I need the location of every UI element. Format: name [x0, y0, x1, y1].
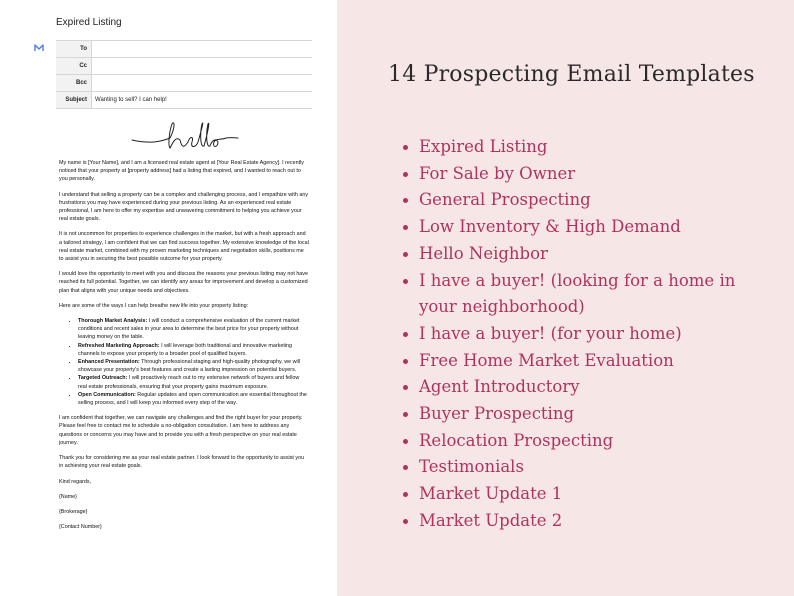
- template-item: Low Inventory & High Demand: [403, 214, 735, 241]
- template-item: Free Home Market Evaluation: [403, 348, 735, 375]
- template-item: For Sale by Owner: [403, 161, 735, 188]
- benefits-list: [59, 317, 309, 407]
- template-item: Market Update 2: [403, 508, 735, 535]
- body-paragraph: Thank you for considering me as your real estate partner. I look forward to the opportunity to assist you in achieving your real estate goals.: [59, 455, 305, 470]
- template-item: I have a buyer! (for your home): [403, 321, 735, 348]
- template-item: Market Update 1: [403, 481, 735, 508]
- template-item-line: your neighborhood): [419, 297, 585, 317]
- mail-app-icon: [34, 43, 44, 53]
- benefit-title: Refreshed Marketing Approach:: [78, 342, 160, 349]
- email-header-fields: [56, 40, 312, 109]
- body-paragraph: My name is [Your Name], and I am a licensed real estate agent at [Your Real Estate Agency]. I recently noticed that your property at [property address] had a listing that expired, and I wanted to reach out to you personally.: [59, 160, 305, 183]
- benefit-item: [78, 391, 309, 407]
- cc-field[interactable]: [56, 58, 312, 75]
- template-item: Agent Introductory: [403, 374, 735, 401]
- template-item: Buyer Prospecting: [403, 401, 735, 428]
- benefit-item: [78, 342, 309, 358]
- template-item: Expired Listing: [403, 134, 735, 161]
- benefit-item: [78, 374, 309, 390]
- promo-panel: [337, 0, 794, 596]
- signoff: Kind regards,: [59, 478, 92, 485]
- body-paragraph: I understand that selling a property can be a complex and challenging process, and I empathize with any frustrations you may have experienced during your previous listing. As an experienced real estate professional, I am here to offer my expertise and unwavering commitment to helping you achieve your real estate goals.: [59, 191, 309, 223]
- subject-field[interactable]: [56, 92, 312, 109]
- template-list: [403, 134, 735, 535]
- signature-name: {Name}: [59, 493, 77, 500]
- benefit-item: [78, 358, 309, 374]
- email-title: Expired Listing: [56, 17, 122, 28]
- benefit-item: [78, 317, 309, 342]
- hello-script-graphic: [130, 118, 240, 158]
- subject-label: Subject: [56, 92, 92, 108]
- benefit-title: Targeted Outreach:: [78, 375, 128, 382]
- subject-input[interactable]: Wanting to sell? I can help!: [95, 97, 167, 103]
- bcc-label: Bcc: [56, 75, 92, 91]
- signature-contact: {Contact Number}: [59, 524, 102, 531]
- body-paragraph: I would love the opportunity to meet with you and discuss the reasons your previous listing may not have reached its full potential. Together, we can identify any areas for improvement and develop a customized plan that aligns with your unique needs and objectives.: [59, 271, 309, 294]
- benefit-text: I will proactively reach out to my extensive network of buyers and fellow real estate professionals, ensuring that your property gains maximum exposure.: [78, 375, 300, 390]
- cc-input[interactable]: [92, 58, 312, 74]
- signature-brokerage: {Brokerage}: [59, 508, 88, 515]
- benefit-text: I will leverage both traditional and innovative marketing channels to expose your property to a broader pool of qualified buyers.: [78, 342, 293, 357]
- to-label: To: [56, 41, 92, 57]
- cc-label: Cc: [56, 58, 92, 74]
- email-preview-panel: [0, 0, 337, 596]
- email-body[interactable]: [59, 159, 309, 538]
- body-paragraph: I am confident that together, we can navigate any challenges and find the right buyer for your property. Please feel free to contact me to schedule a no-obligation consultation. I am here to address any questions or concerns you may have and to provide you with a fresh perspective on your real estate journey.: [59, 415, 303, 446]
- benefit-text: I will conduct a comprehensive evaluation of the current market conditions and recent sales in your area to determine the best price for your property without leaving money on the table.: [78, 318, 300, 341]
- benefit-title: Open Communication:: [78, 391, 136, 398]
- bcc-input[interactable]: [92, 75, 312, 91]
- benefit-text: Regular updates and open communication are essential throughout the selling process, and I will keep you informed every step of the way.: [78, 391, 307, 407]
- to-input[interactable]: [92, 41, 312, 57]
- template-item: Testimonials: [403, 454, 735, 481]
- template-item-line: I have a buyer! (looking for a home in: [419, 270, 736, 290]
- template-item: Relocation Prospecting: [403, 428, 735, 455]
- benefit-title: Enhanced Presentation:: [78, 359, 140, 366]
- benefit-title: Thorough Market Analysis:: [78, 318, 148, 325]
- template-item: [403, 268, 735, 321]
- promo-heading: 14 Prospecting Email Templates: [388, 62, 755, 87]
- benefit-text: Through professional staging and high-quality photography, we will showcase your property's best features and create a lasting impression on potential buyers.: [78, 359, 301, 374]
- body-paragraph: Here are some of the ways I can help breathe new life into your property listing:: [59, 302, 249, 309]
- bcc-field[interactable]: [56, 75, 312, 92]
- body-paragraph: It is not uncommon for properties to experience challenges in the market, but with a fresh approach and a tailored strategy, I am confident that we can find success together. My extensive knowledge of the local real estate market, combined with my proven marketing techniques and negotiation skills, positions me to assist you in securing the best possible outcome for your property.: [59, 231, 309, 263]
- template-item: General Prospecting: [403, 187, 735, 214]
- template-item: Hello Neighbor: [403, 241, 735, 268]
- to-field[interactable]: [56, 41, 312, 58]
